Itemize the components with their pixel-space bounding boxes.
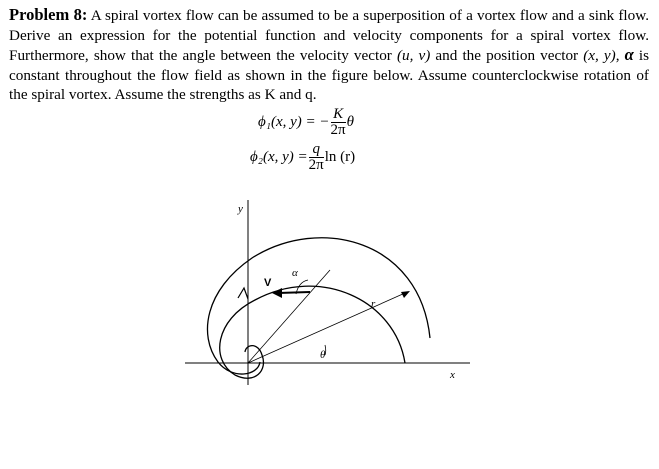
- velocity-label: V: [264, 277, 272, 289]
- problem-text-3: ,: [615, 47, 625, 64]
- equation-phi2-numerator: q: [309, 142, 324, 158]
- r-arrowhead-icon: [401, 291, 410, 298]
- equation-phi2-denominator: 2π: [308, 157, 324, 173]
- velocity-arrowhead-icon: [272, 288, 282, 298]
- equation-phi2-fraction: [309, 142, 324, 173]
- equation-phi1-lhs: ϕ₁(x, y) = −: [258, 113, 330, 130]
- equation-phi1: [258, 107, 354, 138]
- radial-line-alpha: [248, 270, 330, 363]
- equation-phi2-lhs: ϕ₂(x, y) =: [250, 148, 308, 165]
- radial-line-r: [248, 293, 405, 363]
- equation-phi1-numerator: K: [331, 107, 346, 123]
- problem-heading: Problem 8:: [9, 5, 88, 24]
- theta-label: θ: [320, 349, 326, 361]
- spiral-vortex-figure: [185, 200, 475, 390]
- equation-phi1-denominator: 2π: [330, 122, 346, 138]
- equation-phi1-fraction: [331, 107, 346, 138]
- equation-phi2-rhs: ln (r): [324, 148, 356, 165]
- velocity-vector: [278, 292, 310, 293]
- equation-phi2: [250, 142, 355, 173]
- position-vector-symbol: (x, y): [583, 47, 616, 64]
- alpha-label: α: [292, 267, 298, 279]
- spiral-curve-inner: [207, 238, 430, 374]
- equation-phi1-rhs: θ: [346, 113, 354, 130]
- problem-text-1: A spiral vortex flow can be assumed to be a superposition of a vortex flow and a sink flow. Derive an expression for the potential function and velocity components for a spiral vortex flow. Furthermore, show that the angle between the velocity vector: [9, 7, 649, 64]
- alpha-symbol: α: [624, 45, 634, 64]
- problem-statement: [9, 5, 649, 105]
- problem-text-4: is constant throughout the flow field as shown in the figure below. Assume counterclockwise rotation of the spiral vortex. Assume the strengths as K and q.: [9, 47, 649, 103]
- y-axis-label: y: [238, 203, 243, 215]
- x-axis-label: x: [450, 369, 455, 381]
- velocity-vector-symbol: (u, v): [396, 47, 431, 64]
- r-label: r: [371, 298, 376, 310]
- problem-text-2: and the position vector: [430, 47, 584, 64]
- spiral-arrow-icon: [238, 288, 248, 299]
